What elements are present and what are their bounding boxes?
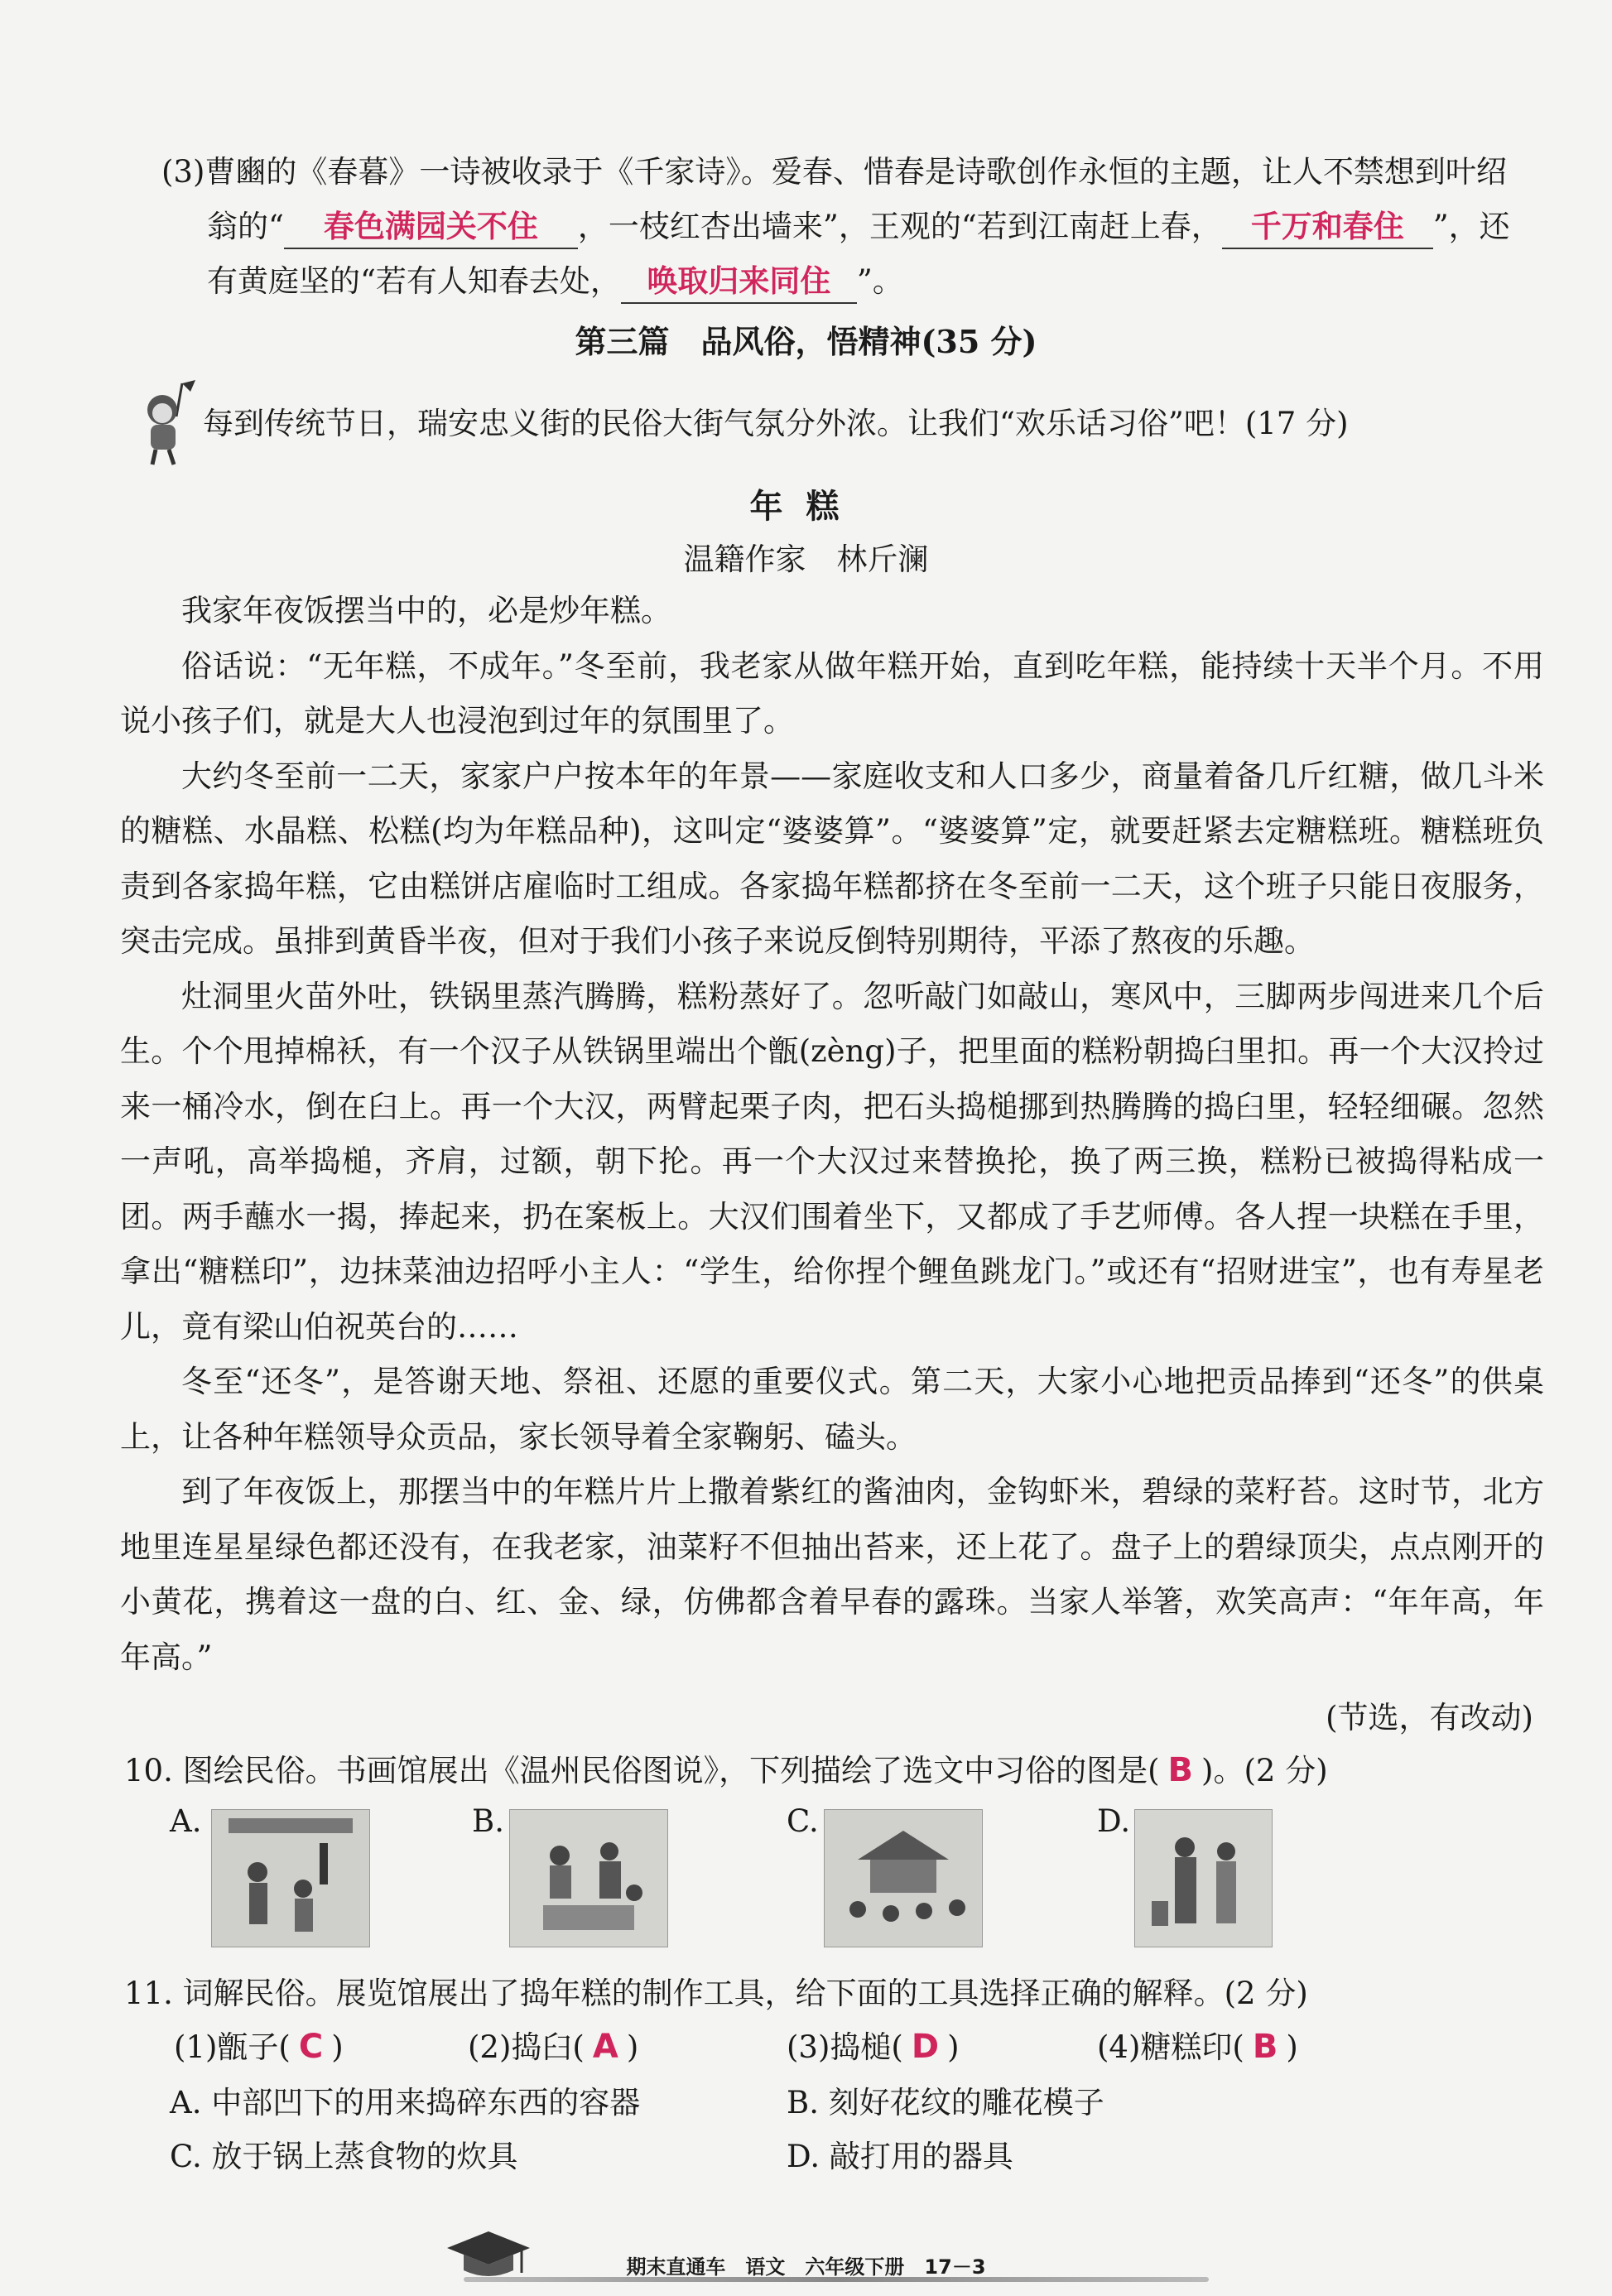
q11-item-answer: B [1252, 2028, 1278, 2066]
q11-item-close: ) [331, 2029, 344, 2065]
article-paragraph: 我家年夜饭摆当中的，必是炒年糕。 [181, 593, 671, 628]
q10-option-b-label: B. [472, 1803, 504, 1839]
q10-option-a-label: A. [170, 1803, 202, 1839]
footer-text: 期末直通车 语文 六年级下册 17－3 [626, 2255, 986, 2279]
q3-line-1: (3)曹豳的《春暮》一诗被收录于《千家诗》。爱春、惜春是诗歌创作永恒的主题，让人不禁想到叶绍 [161, 154, 1507, 190]
article-title: 年糕 [749, 487, 863, 526]
q11-choice-a: A. 中部凹下的用来捣碎东西的容器 [170, 2085, 641, 2120]
q10-text-b: )。(2 分) [1201, 1753, 1328, 1788]
q3-line-3-part-a: 有黄庭坚的“若有人知春去处， [207, 263, 621, 299]
q10-option-c-label: C. [787, 1803, 819, 1839]
q3-answer-3: 唤取归来同住 [621, 262, 857, 304]
q3-line-2-part-c: ”，还 [1432, 209, 1510, 244]
q11-item-answer: D [911, 2028, 940, 2066]
q11-item-close: ) [947, 2029, 960, 2065]
kid-mascot-icon [131, 377, 197, 468]
q11-item-label: (1)甑子( [174, 2029, 291, 2065]
q10-text-a: 10. 图绘民俗。书画馆展出《温州民俗图说》，下列描绘了选文中习俗的图是( [124, 1753, 1160, 1788]
q11-item-close: ) [626, 2029, 639, 2065]
article-paragraph: 灶洞里火苗外吐，铁锅里蒸汽腾腾，糕粉蒸好了。忽听敲门如敲山，寒风中，三脚两步闯进来几个后生。个个甩掉棉袄，有一个汉子从铁锅里端出个甑(zèng)子，把里面的糕粉朝捣臼里扣。再一个大汉拎过来一桶冷水，倒在臼上。再一个大汉，两臂起栗子肉，把石头捣槌挪到热腾腾的捣臼里，轻轻细碾。忽然一声吼，高举捣槌，齐肩，过额，朝下抡。再一个大汉过来替换抡，换了两三换，糕粉已被捣得粘成一团。两手蘸水一揭，捧起来，扔在案板上。大汉们围着坐下，又都成了手艺师傅。各人捏一块糕在手里，拿出“糖糕印”，边抹菜油边招呼小主人：“学生，给你捏个鲤鱼跳龙门。”或还有“招财进宝”，也有寿星老儿，竟有梁山伯祝英台的…… [120, 978, 1544, 1345]
section-heading: 第三篇 品风俗，悟精神(35 分) [575, 323, 1037, 360]
q11-item-label: (2)捣臼( [468, 2029, 585, 2065]
q3-line-2-part-b: ，一枝红杏出墙来”，王观的“若到江南赶上春， [577, 209, 1222, 244]
article-paragraph: 大约冬至前一二天，家家户户按本年的年景——家庭收支和人口多少，商量着备几斤红糖，做几斗米的糖糕、水晶糕、松糕(均为年糕品种)，这叫定“婆婆算”。“婆婆算”定，就要赶紧去定糖糕班。糖糕班负责到各家捣年糕，它由糕饼店雇临时工组成。各家捣年糕都挤在冬至前一二天，这个班子只能日夜服务，突击完成。虽排到黄昏半夜，但对于我们小孩子来说反倒特别期待，平添了熬夜的乐趣。 [120, 758, 1544, 959]
q3-line-3 [207, 257, 903, 306]
q11-item-3 [787, 2022, 960, 2072]
q10-option-a-image [211, 1809, 370, 1947]
q10-option-d-image [1134, 1809, 1273, 1947]
article-paragraph: 冬至“还冬”，是答谢天地、祭祖、还愿的重要仪式。第二天，大家小心地把贡品捧到“还冬”的供桌上，让各种年糕领导众贡品，家长领导着全家鞠躬、磕头。 [120, 1364, 1544, 1455]
article-author: 温籍作家 林斤澜 [683, 542, 929, 577]
article-paragraph: 俗话说：“无年糕，不成年。”冬至前，我老家从做年糕开始，直到吃年糕，能持续十天半个月。不用说小孩子们，就是大人也浸泡到过年的氛围里了。 [120, 647, 1544, 739]
q11-item-1 [174, 2022, 344, 2072]
q11-choice-d: D. 敲打用的器具 [787, 2139, 1013, 2174]
q11-item-2 [468, 2022, 638, 2072]
q11-item-label: (3)捣槌( [787, 2029, 903, 2065]
q11-item-answer: A [592, 2028, 618, 2066]
q10-answer: B [1167, 1751, 1194, 1789]
q3-answer-2: 千万和春住 [1222, 208, 1433, 249]
q10-text [124, 1745, 1328, 1796]
q11-choice-b: B. 刻好花纹的雕花模子 [787, 2085, 1104, 2120]
q11-item-close: ) [1286, 2029, 1298, 2065]
q3-line-2 [207, 202, 1510, 252]
article-body [120, 584, 1544, 1685]
q10-option-c-image [824, 1809, 983, 1947]
q3-answer-1: 春色满园关不住 [284, 208, 578, 249]
article-source: (节选，有改动) [1326, 1700, 1533, 1735]
q10-option-d-label: D. [1097, 1803, 1131, 1839]
q11-item-4 [1097, 2022, 1298, 2072]
q11-item-label: (4)糖糕印( [1097, 2029, 1244, 2065]
section-intro: 每到传统节日，瑞安忠义街的民俗大街气氛分外浓。让我们“欢乐话习俗”吧！(17 分) [203, 406, 1349, 441]
q11-item-answer: C [298, 2028, 324, 2066]
q11-choice-c: C. 放于锅上蒸食物的炊具 [170, 2139, 518, 2174]
q3-line-3-part-b: ”。 [856, 263, 903, 299]
article-paragraph: 到了年夜饭上，那摆当中的年糕片片上撒着紫红的酱油肉，金钩虾米，碧绿的菜籽苔。这时节，北方地里连星星绿色都还没有，在我老家，油菜籽不但抽出苔来，还上花了。盘子上的碧绿顶尖，点点刚开的小黄花，携着这一盘的白、红、金、绿，仿佛都含着早春的露珠。当家人举箸，欢笑高声：“年年高，年年高。” [120, 1474, 1544, 1675]
q11-text: 11. 词解民俗。展览馆展出了捣年糕的制作工具，给下面的工具选择正确的解释。(2 分) [124, 1976, 1308, 2011]
q3-line-2-part-a: 翁的“ [207, 209, 284, 244]
q10-option-b-image [509, 1809, 668, 1947]
